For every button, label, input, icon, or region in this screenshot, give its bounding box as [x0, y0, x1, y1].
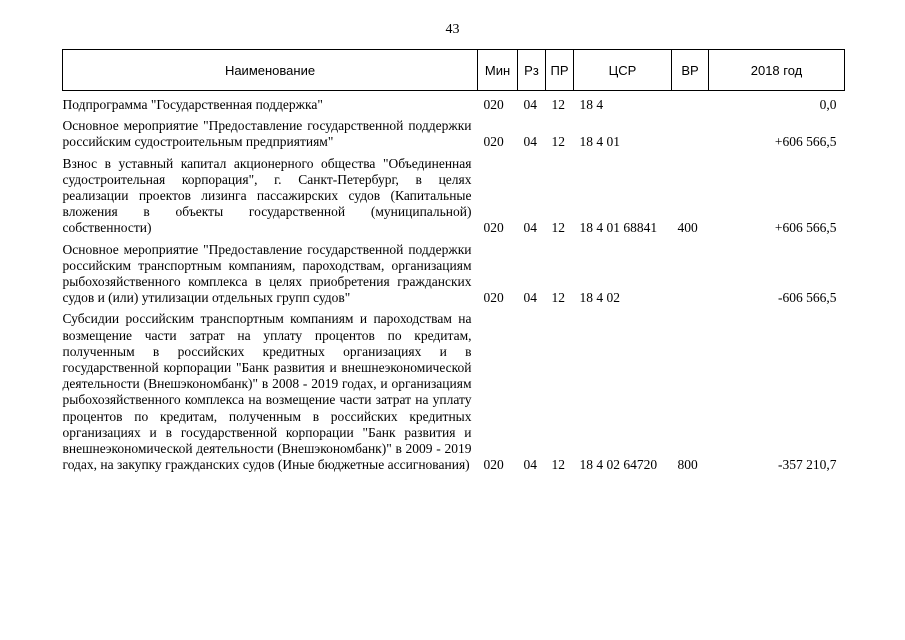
- row-value: +606 566,5: [774, 220, 837, 236]
- row-csr: 18 4 01: [579, 134, 620, 150]
- row-rz: 04: [523, 134, 537, 150]
- header-csr: ЦСР: [574, 50, 672, 91]
- row-value: 0,0: [819, 97, 837, 112]
- row-csr: 18 4: [579, 97, 604, 112]
- row-vr: 800: [677, 457, 698, 473]
- row-min: 020: [483, 457, 504, 473]
- row-min: 020: [483, 134, 504, 150]
- row-rz: 04: [523, 457, 537, 473]
- table-row: [63, 311, 845, 473]
- budget-table: [62, 49, 845, 473]
- row-pr: 12: [551, 290, 565, 306]
- row-value: +606 566,5: [774, 134, 837, 150]
- table-row: [63, 118, 845, 150]
- row-vr: [672, 118, 709, 150]
- row-pr: 12: [551, 134, 565, 150]
- table-header-row: [63, 50, 845, 91]
- row-rz: 04: [523, 97, 537, 112]
- row-name: Взнос в уставный капитал акционерного общества "Объединенная судостроительная корпорация", г. Санкт-Петербург, в целях реализации проектов лизинга пассажирских судов (Капитальные вложения в объекты государственной (муниципальной) собственности): [62, 155, 472, 236]
- header-name: Наименование: [63, 50, 478, 91]
- row-min: 020: [483, 220, 504, 236]
- row-rz: 04: [523, 290, 537, 306]
- row-csr: 18 4 02 64720: [579, 457, 658, 473]
- row-pr: 12: [551, 220, 565, 236]
- header-vr: ВР: [672, 50, 709, 91]
- row-min: 020: [483, 290, 504, 306]
- header-rz: Рз: [518, 50, 546, 91]
- row-name: Основное мероприятие "Предоставление государственной поддержки российским судостроительным предприятиям": [62, 118, 472, 150]
- row-name: Подпрограмма "Государственная поддержка": [62, 97, 323, 112]
- header-min: Мин: [478, 50, 518, 91]
- header-pr: ПР: [546, 50, 574, 91]
- row-vr: 400: [677, 220, 698, 236]
- row-min: 020: [483, 97, 504, 112]
- row-pr: 12: [551, 457, 565, 473]
- header-year: 2018 год: [709, 50, 845, 91]
- row-csr: 18 4 02: [579, 290, 620, 306]
- row-value: -357 210,7: [778, 457, 837, 473]
- table-row: [63, 91, 845, 114]
- row-pr: 12: [551, 97, 565, 112]
- row-value: -606 566,5: [778, 290, 837, 306]
- row-csr: 18 4 01 68841: [579, 220, 658, 236]
- row-name: Основное мероприятие "Предоставление государственной поддержки российским транспортным компаниям, пароходствам, организациям рыбохозяйственного комплекса в целях приобретения гражданских судов и (или) утилизации отдельных групп судов": [62, 241, 472, 306]
- page-number: 43: [445, 22, 460, 37]
- row-rz: 04: [523, 220, 537, 236]
- row-vr: [672, 91, 709, 114]
- row-name: Субсидии российским транспортным компаниям и пароходствам на возмещение части затрат на уплату процентов по кредитам, полученным в российских кредитных организациях и в государственной корпорации "Банк развития и внешнеэкономической деятельности (Внешэкономбанк)" в 2008 - 2019 годах, и организациям рыбохозяйственного комплекса на возмещение части затрат на уплату процентов по кредитам, полученным в российских кредитных организациях и в государственной корпорации "Банк развития и внешнеэкономической деятельности (Внешэкономбанк)" в 2009 - 2019 годах, на закупку гражданских судов (Иные бюджетные ассигнования): [62, 311, 472, 473]
- table-row: [63, 242, 845, 307]
- table-row: [63, 156, 845, 237]
- row-vr: [672, 242, 709, 307]
